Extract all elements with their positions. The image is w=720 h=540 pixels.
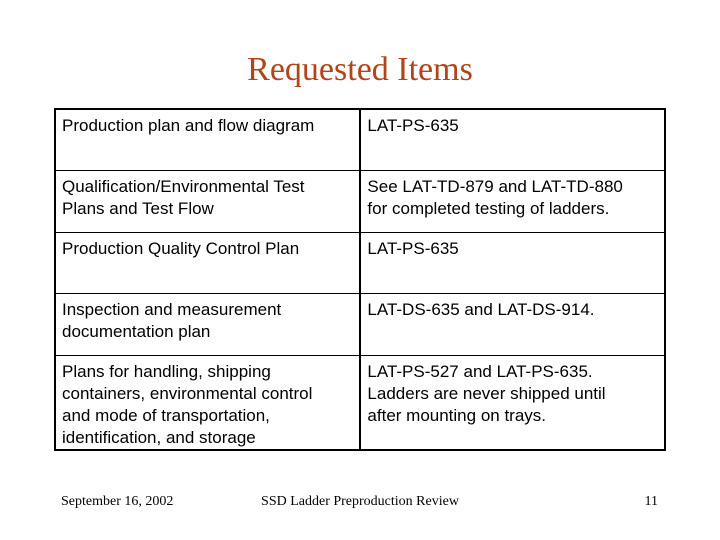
- response-cell: [360, 170, 665, 232]
- response-text: LAT-PS-527 and LAT-PS-635. Ladders are never shipped until after mounting on trays.: [367, 361, 606, 425]
- response-cell: [360, 355, 665, 450]
- response-cell: [360, 232, 665, 293]
- item-text: Qualification/Environmental Test Plans and Test Flow: [62, 176, 305, 218]
- response-text: LAT-PS-635: [367, 238, 459, 258]
- item-cell: [55, 293, 360, 355]
- item-text: Inspection and measurement documentation plan: [62, 299, 282, 341]
- item-cell: [55, 109, 360, 170]
- table-row: [55, 109, 665, 170]
- table-row: [55, 293, 665, 355]
- slide-title: Requested Items: [247, 51, 473, 88]
- item-cell: [55, 170, 360, 232]
- response-cell: [360, 293, 665, 355]
- table-row: [55, 355, 665, 450]
- response-text: See LAT-TD-879 and LAT-TD-880 for completed testing of ladders.: [367, 176, 623, 218]
- item-text: Production plan and flow diagram: [62, 116, 315, 135]
- response-text: LAT-DS-635 and LAT-DS-914.: [367, 299, 595, 319]
- footer-date: September 16, 2002: [61, 494, 174, 509]
- response-cell: [360, 109, 665, 170]
- item-text: Production Quality Control Plan: [62, 238, 300, 258]
- footer-presentation-title: SSD Ladder Preproduction Review: [261, 494, 459, 509]
- table-row: [55, 170, 665, 232]
- requested-items-table: [54, 108, 666, 451]
- response-text: LAT-PS-635: [367, 116, 459, 135]
- item-cell: [55, 232, 360, 293]
- item-text: Plans for handling, shipping containers, environmental control and mode of transportation, identification, and storage: [62, 361, 313, 447]
- item-cell: [55, 355, 360, 450]
- table-row: [55, 232, 665, 293]
- page-number: 11: [644, 494, 658, 509]
